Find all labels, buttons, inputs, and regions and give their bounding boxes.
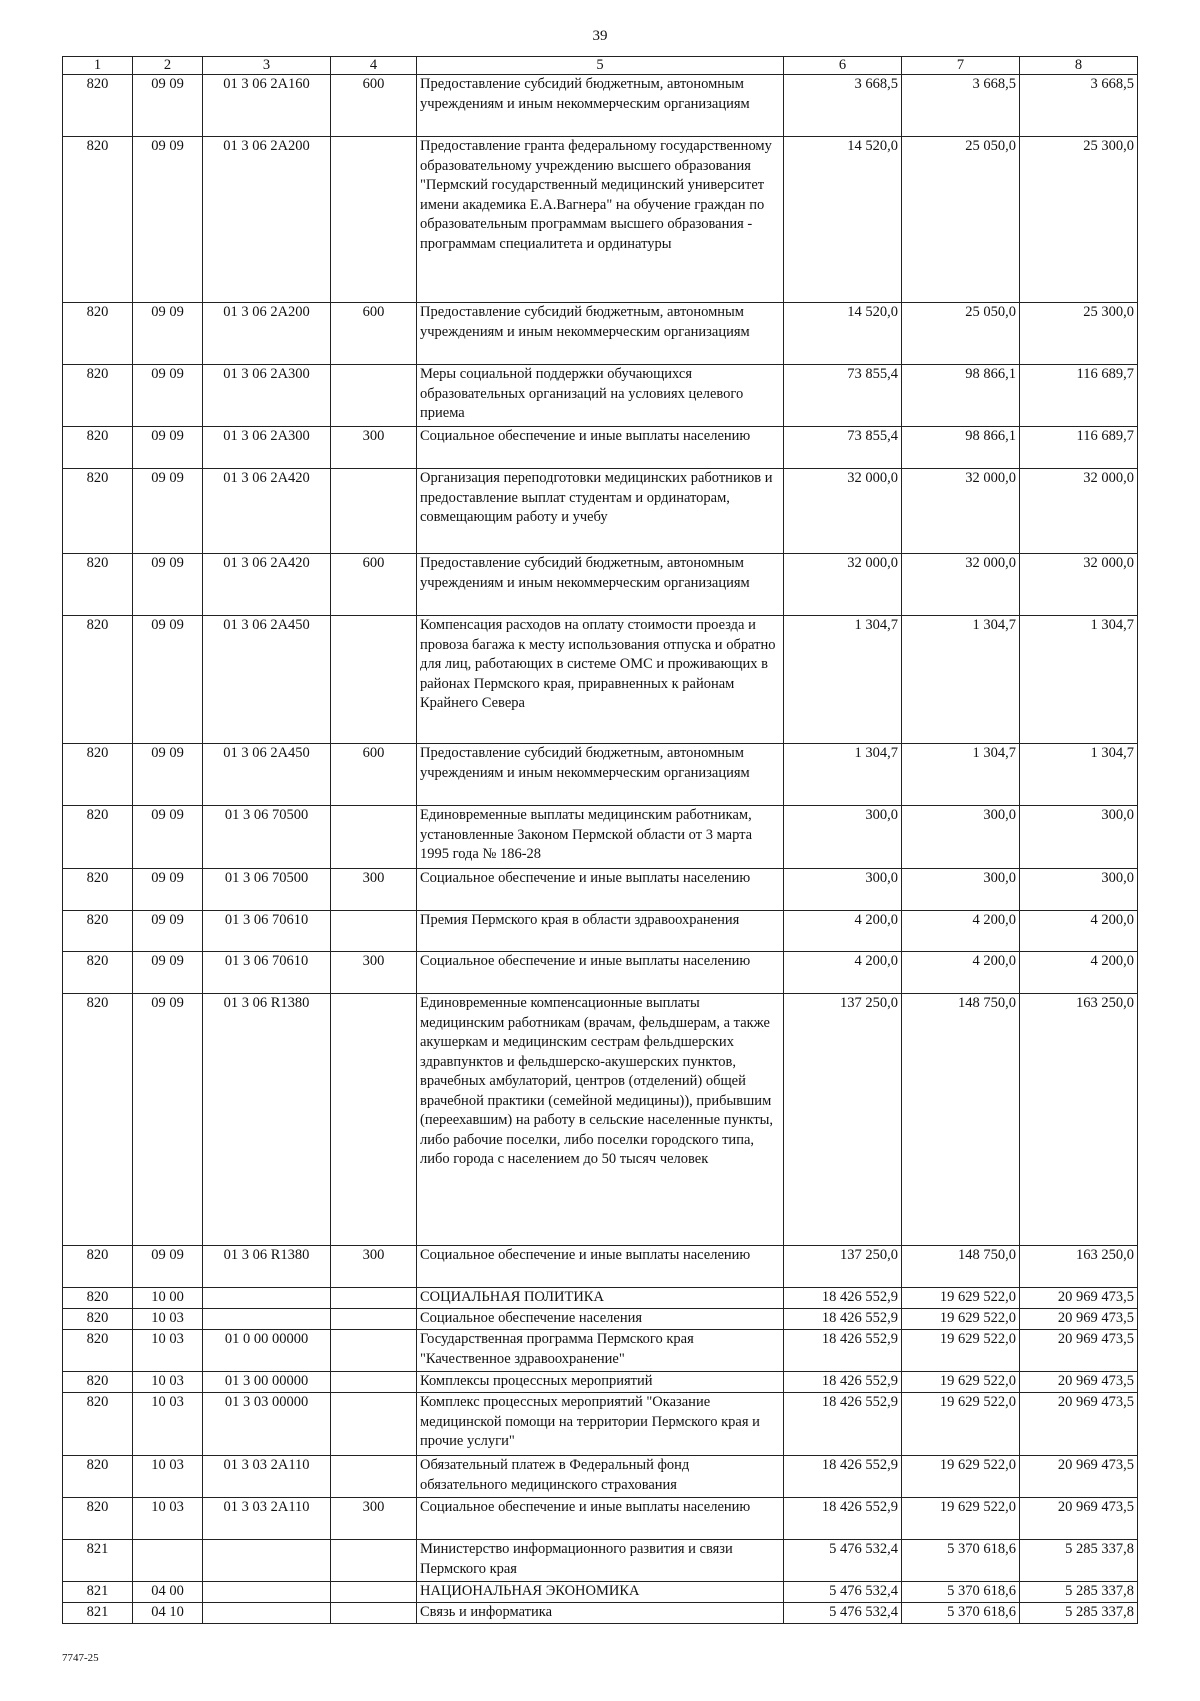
- section-code: 09 09: [133, 137, 203, 303]
- amount-year-1: 14 520,0: [784, 303, 902, 365]
- section-code: 10 03: [133, 1393, 203, 1456]
- amount-year-3: 5 285 337,8: [1020, 1582, 1138, 1603]
- item-name: Государственная программа Пермского края "Качественное здравоохранение": [417, 1330, 784, 1372]
- ministry-code: 820: [63, 75, 133, 137]
- amount-year-3: 20 969 473,5: [1020, 1498, 1138, 1540]
- ministry-code: 820: [63, 137, 133, 303]
- ministry-code: 820: [63, 952, 133, 994]
- column-header: 5: [417, 57, 784, 75]
- amount-year-2: 19 629 522,0: [902, 1288, 1020, 1309]
- amount-year-3: 1 304,7: [1020, 616, 1138, 744]
- amount-year-1: 32 000,0: [784, 469, 902, 554]
- target-code: 01 3 06 2А420: [203, 554, 331, 616]
- target-code: 01 3 06 2А420: [203, 469, 331, 554]
- target-code: 01 3 06 2А200: [203, 137, 331, 303]
- ministry-code: 820: [63, 869, 133, 911]
- ministry-code: 820: [63, 1456, 133, 1498]
- target-code: 01 3 06 2А450: [203, 744, 331, 806]
- amount-year-1: 32 000,0: [784, 554, 902, 616]
- expense-type-code: [331, 1288, 417, 1309]
- target-code: 01 3 03 2А110: [203, 1456, 331, 1498]
- expense-type-code: [331, 365, 417, 427]
- amount-year-3: 300,0: [1020, 806, 1138, 869]
- section-code: 09 09: [133, 744, 203, 806]
- target-code: 01 3 06 2А300: [203, 365, 331, 427]
- budget-table: [62, 56, 1138, 1624]
- amount-year-3: 25 300,0: [1020, 137, 1138, 303]
- table-row: [63, 137, 1138, 303]
- table-row: [63, 1288, 1138, 1309]
- amount-year-2: 1 304,7: [902, 744, 1020, 806]
- column-header: 3: [203, 57, 331, 75]
- ministry-code: 820: [63, 994, 133, 1246]
- expense-type-code: [331, 469, 417, 554]
- section-code: 09 09: [133, 469, 203, 554]
- table-header: [63, 57, 1138, 75]
- amount-year-1: 1 304,7: [784, 744, 902, 806]
- item-name: Единовременные выплаты медицинским работникам, установленные Законом Пермской области от 3 марта 1995 года № 186-28: [417, 806, 784, 869]
- amount-year-1: 18 426 552,9: [784, 1309, 902, 1330]
- item-name: НАЦИОНАЛЬНАЯ ЭКОНОМИКА: [417, 1582, 784, 1603]
- table-row: [63, 1603, 1138, 1624]
- table-row: [63, 75, 1138, 137]
- ministry-code: 820: [63, 1372, 133, 1393]
- section-code: 09 09: [133, 303, 203, 365]
- amount-year-2: 19 629 522,0: [902, 1330, 1020, 1372]
- item-name: Организация переподготовки медицинских работников и предоставление выплат студентам и ординаторам, совмещающим работу и учебу: [417, 469, 784, 554]
- amount-year-2: 5 370 618,6: [902, 1540, 1020, 1582]
- amount-year-1: 300,0: [784, 806, 902, 869]
- amount-year-1: 18 426 552,9: [784, 1456, 902, 1498]
- section-code: 09 09: [133, 1246, 203, 1288]
- amount-year-1: 137 250,0: [784, 994, 902, 1246]
- amount-year-3: 163 250,0: [1020, 994, 1138, 1246]
- amount-year-3: 4 200,0: [1020, 911, 1138, 952]
- amount-year-3: 32 000,0: [1020, 554, 1138, 616]
- amount-year-2: 148 750,0: [902, 1246, 1020, 1288]
- expense-type-code: 300: [331, 952, 417, 994]
- amount-year-1: 137 250,0: [784, 1246, 902, 1288]
- table-row: [63, 1456, 1138, 1498]
- item-name: Обязательный платеж в Федеральный фонд обязательного медицинского страхования: [417, 1456, 784, 1498]
- table-row: [63, 427, 1138, 469]
- expense-type-code: [331, 911, 417, 952]
- table-row: [63, 806, 1138, 869]
- section-code: 09 09: [133, 994, 203, 1246]
- expense-type-code: [331, 616, 417, 744]
- expense-type-code: 600: [331, 75, 417, 137]
- item-name: Социальное обеспечение и иные выплаты населению: [417, 427, 784, 469]
- amount-year-2: 4 200,0: [902, 911, 1020, 952]
- ministry-code: 820: [63, 1393, 133, 1456]
- amount-year-2: 19 629 522,0: [902, 1309, 1020, 1330]
- column-header: 7: [902, 57, 1020, 75]
- amount-year-2: 5 370 618,6: [902, 1582, 1020, 1603]
- section-code: 10 03: [133, 1456, 203, 1498]
- amount-year-1: 73 855,4: [784, 365, 902, 427]
- ministry-code: 820: [63, 365, 133, 427]
- amount-year-3: 4 200,0: [1020, 952, 1138, 994]
- column-header: 4: [331, 57, 417, 75]
- amount-year-1: 18 426 552,9: [784, 1498, 902, 1540]
- expense-type-code: 300: [331, 1246, 417, 1288]
- section-code: 09 09: [133, 952, 203, 994]
- section-code: 04 00: [133, 1582, 203, 1603]
- amount-year-1: 73 855,4: [784, 427, 902, 469]
- target-code: 01 0 00 00000: [203, 1330, 331, 1372]
- table-row: [63, 1246, 1138, 1288]
- section-code: 09 09: [133, 616, 203, 744]
- item-name: Меры социальной поддержки обучающихся образовательных организаций на условиях целевого приема: [417, 365, 784, 427]
- target-code: 01 3 00 00000: [203, 1372, 331, 1393]
- page-number: 39: [592, 28, 608, 44]
- amount-year-1: 3 668,5: [784, 75, 902, 137]
- item-name: Предоставление субсидий бюджетным, автономным учреждениям и иным некоммерческим организациям: [417, 303, 784, 365]
- amount-year-3: 5 285 337,8: [1020, 1540, 1138, 1582]
- target-code: 01 3 06 2А160: [203, 75, 331, 137]
- item-name: Социальное обеспечение и иные выплаты населению: [417, 1246, 784, 1288]
- amount-year-2: 98 866,1: [902, 365, 1020, 427]
- target-code: 01 3 06 R1380: [203, 1246, 331, 1288]
- ministry-code: 820: [63, 616, 133, 744]
- amount-year-2: 1 304,7: [902, 616, 1020, 744]
- amount-year-2: 19 629 522,0: [902, 1393, 1020, 1456]
- table-row: [63, 469, 1138, 554]
- expense-type-code: [331, 137, 417, 303]
- column-header: 6: [784, 57, 902, 75]
- amount-year-3: 20 969 473,5: [1020, 1309, 1138, 1330]
- amount-year-1: 18 426 552,9: [784, 1288, 902, 1309]
- amount-year-2: 4 200,0: [902, 952, 1020, 994]
- expense-type-code: [331, 1393, 417, 1456]
- section-code: 10 03: [133, 1498, 203, 1540]
- amount-year-2: 3 668,5: [902, 75, 1020, 137]
- target-code: 01 3 06 2А300: [203, 427, 331, 469]
- target-code: 01 3 06 70610: [203, 911, 331, 952]
- amount-year-2: 19 629 522,0: [902, 1372, 1020, 1393]
- amount-year-3: 25 300,0: [1020, 303, 1138, 365]
- ministry-code: 820: [63, 806, 133, 869]
- item-name: Компенсация расходов на оплату стоимости проезда и провоза багажа к месту использования отпуска и обратно для лиц, работающих в системе ОМС и проживающих в районах Пермского края, приравненных к районам Крайнего Севера: [417, 616, 784, 744]
- table-row: [63, 1393, 1138, 1456]
- expense-type-code: 600: [331, 744, 417, 806]
- table-row: [63, 1372, 1138, 1393]
- amount-year-3: 163 250,0: [1020, 1246, 1138, 1288]
- amount-year-1: 4 200,0: [784, 952, 902, 994]
- target-code: 01 3 06 70500: [203, 806, 331, 869]
- amount-year-3: 20 969 473,5: [1020, 1288, 1138, 1309]
- column-header: 8: [1020, 57, 1138, 75]
- item-name: Социальное обеспечение и иные выплаты населению: [417, 952, 784, 994]
- expense-type-code: 300: [331, 427, 417, 469]
- item-name: СОЦИАЛЬНАЯ ПОЛИТИКА: [417, 1288, 784, 1309]
- expense-type-code: 300: [331, 869, 417, 911]
- item-name: Социальное обеспечение населения: [417, 1309, 784, 1330]
- expense-type-code: [331, 1540, 417, 1582]
- expense-type-code: [331, 994, 417, 1246]
- amount-year-3: 20 969 473,5: [1020, 1372, 1138, 1393]
- amount-year-1: 1 304,7: [784, 616, 902, 744]
- ministry-code: 820: [63, 744, 133, 806]
- table-row: [63, 1330, 1138, 1372]
- column-header: 2: [133, 57, 203, 75]
- ministry-code: 820: [63, 303, 133, 365]
- ministry-code: 820: [63, 1498, 133, 1540]
- amount-year-1: 5 476 532,4: [784, 1540, 902, 1582]
- amount-year-1: 18 426 552,9: [784, 1330, 902, 1372]
- target-code: [203, 1603, 331, 1624]
- section-code: 10 03: [133, 1372, 203, 1393]
- amount-year-2: 98 866,1: [902, 427, 1020, 469]
- amount-year-3: 3 668,5: [1020, 75, 1138, 137]
- item-name: Предоставление субсидий бюджетным, автономным учреждениям и иным некоммерческим организациям: [417, 744, 784, 806]
- ministry-code: 820: [63, 469, 133, 554]
- section-code: 09 09: [133, 911, 203, 952]
- amount-year-3: 116 689,7: [1020, 427, 1138, 469]
- amount-year-3: 300,0: [1020, 869, 1138, 911]
- ministry-code: 821: [63, 1540, 133, 1582]
- table-row: [63, 365, 1138, 427]
- amount-year-2: 25 050,0: [902, 137, 1020, 303]
- table-row: [63, 911, 1138, 952]
- target-code: [203, 1540, 331, 1582]
- amount-year-1: 5 476 532,4: [784, 1582, 902, 1603]
- ministry-code: 820: [63, 1330, 133, 1372]
- amount-year-1: 300,0: [784, 869, 902, 911]
- section-code: 09 09: [133, 554, 203, 616]
- ministry-code: 821: [63, 1582, 133, 1603]
- item-name: Премия Пермского края в области здравоохранения: [417, 911, 784, 952]
- section-code: 09 09: [133, 806, 203, 869]
- item-name: Предоставление субсидий бюджетным, автономным учреждениям и иным некоммерческим организациям: [417, 75, 784, 137]
- amount-year-3: 20 969 473,5: [1020, 1330, 1138, 1372]
- table-row: [63, 952, 1138, 994]
- amount-year-3: 1 304,7: [1020, 744, 1138, 806]
- table-row: [63, 1498, 1138, 1540]
- table-row: [63, 869, 1138, 911]
- amount-year-3: 20 969 473,5: [1020, 1393, 1138, 1456]
- amount-year-2: 25 050,0: [902, 303, 1020, 365]
- amount-year-2: 300,0: [902, 806, 1020, 869]
- target-code: [203, 1288, 331, 1309]
- section-code: 09 09: [133, 427, 203, 469]
- ministry-code: 820: [63, 911, 133, 952]
- item-name: Предоставление субсидий бюджетным, автономным учреждениям и иным некоммерческим организациям: [417, 554, 784, 616]
- header-row: [63, 57, 1138, 75]
- ministry-code: 820: [63, 554, 133, 616]
- table-row: [63, 1582, 1138, 1603]
- table-row: [63, 303, 1138, 365]
- amount-year-2: 19 629 522,0: [902, 1456, 1020, 1498]
- target-code: 01 3 06 2А200: [203, 303, 331, 365]
- section-code: 04 10: [133, 1603, 203, 1624]
- amount-year-2: 148 750,0: [902, 994, 1020, 1246]
- section-code: 10 00: [133, 1288, 203, 1309]
- item-name: Социальное обеспечение и иные выплаты населению: [417, 869, 784, 911]
- section-code: 09 09: [133, 365, 203, 427]
- target-code: 01 3 03 00000: [203, 1393, 331, 1456]
- expense-type-code: [331, 1309, 417, 1330]
- amount-year-2: 32 000,0: [902, 469, 1020, 554]
- item-name: Предоставление гранта федеральному государственному образовательному учреждению высшего образования "Пермский государственный медицинский университет имени академика Е.А.Вагнера" на обучение граждан по образовательным программам высшего образования - программам специалитета и ординатуры: [417, 137, 784, 303]
- table-row: [63, 1309, 1138, 1330]
- amount-year-2: 300,0: [902, 869, 1020, 911]
- ministry-code: 820: [63, 427, 133, 469]
- expense-type-code: 600: [331, 303, 417, 365]
- section-code: 10 03: [133, 1309, 203, 1330]
- ministry-code: 820: [63, 1309, 133, 1330]
- expense-type-code: [331, 1372, 417, 1393]
- target-code: 01 3 06 70500: [203, 869, 331, 911]
- expense-type-code: [331, 806, 417, 869]
- item-name: Единовременные компенсационные выплаты медицинским работникам (врачам, фельдшерам, а также акушеркам и медицинским сестрам фельдшерских здравпунктов и фельдшерско-акушерских пунктов, врачебных амбулаторий, центров (отделений) общей врачебной практики (семейной медицины)), прибывшим (переехавшим) на работу в сельские населенные пункты, либо рабочие поселки, либо поселки городского типа, либо города с населением до 50 тысяч человек: [417, 994, 784, 1246]
- table-row: [63, 616, 1138, 744]
- ministry-code: 820: [63, 1246, 133, 1288]
- column-header: 1: [63, 57, 133, 75]
- table-row: [63, 554, 1138, 616]
- expense-type-code: [331, 1603, 417, 1624]
- document-code: 7747-25: [62, 1652, 99, 1664]
- table-row: [63, 744, 1138, 806]
- ministry-code: 820: [63, 1288, 133, 1309]
- item-name: Связь и информатика: [417, 1603, 784, 1624]
- expense-type-code: [331, 1330, 417, 1372]
- amount-year-3: 5 285 337,8: [1020, 1603, 1138, 1624]
- amount-year-1: 14 520,0: [784, 137, 902, 303]
- target-code: [203, 1582, 331, 1603]
- expense-type-code: [331, 1582, 417, 1603]
- amount-year-3: 32 000,0: [1020, 469, 1138, 554]
- expense-type-code: 300: [331, 1498, 417, 1540]
- item-name: Социальное обеспечение и иные выплаты населению: [417, 1498, 784, 1540]
- amount-year-1: 18 426 552,9: [784, 1372, 902, 1393]
- section-code: [133, 1540, 203, 1582]
- target-code: [203, 1309, 331, 1330]
- amount-year-1: 5 476 532,4: [784, 1603, 902, 1624]
- expense-type-code: 600: [331, 554, 417, 616]
- ministry-code: 821: [63, 1603, 133, 1624]
- target-code: 01 3 06 R1380: [203, 994, 331, 1246]
- item-name: Министерство информационного развития и связи Пермского края: [417, 1540, 784, 1582]
- item-name: Комплекс процессных мероприятий "Оказание медицинской помощи на территории Пермского края и прочие услуги": [417, 1393, 784, 1456]
- amount-year-2: 32 000,0: [902, 554, 1020, 616]
- section-code: 09 09: [133, 869, 203, 911]
- amount-year-2: 19 629 522,0: [902, 1498, 1020, 1540]
- target-code: 01 3 03 2А110: [203, 1498, 331, 1540]
- section-code: 09 09: [133, 75, 203, 137]
- amount-year-3: 20 969 473,5: [1020, 1456, 1138, 1498]
- table-body: [63, 75, 1138, 1624]
- amount-year-3: 116 689,7: [1020, 365, 1138, 427]
- target-code: 01 3 06 70610: [203, 952, 331, 994]
- target-code: 01 3 06 2А450: [203, 616, 331, 744]
- section-code: 10 03: [133, 1330, 203, 1372]
- item-name: Комплексы процессных мероприятий: [417, 1372, 784, 1393]
- amount-year-1: 18 426 552,9: [784, 1393, 902, 1456]
- amount-year-1: 4 200,0: [784, 911, 902, 952]
- amount-year-2: 5 370 618,6: [902, 1603, 1020, 1624]
- expense-type-code: [331, 1456, 417, 1498]
- table-row: [63, 1540, 1138, 1582]
- table-row: [63, 994, 1138, 1246]
